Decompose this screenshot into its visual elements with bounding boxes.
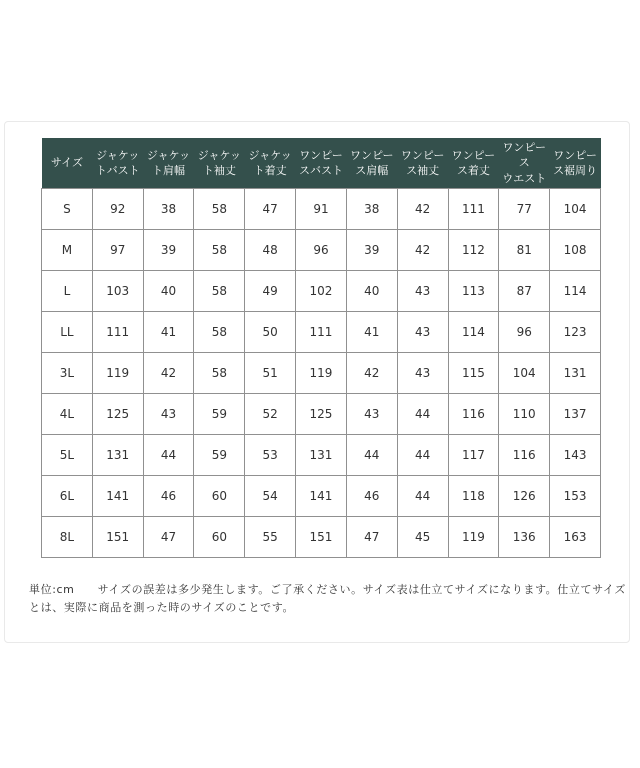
size-table-header — [42, 138, 601, 189]
table-row — [42, 353, 601, 394]
header-label-line: ジャケッ — [248, 148, 292, 162]
size-chart-card — [4, 121, 630, 643]
value-cell: 53 — [245, 435, 296, 476]
value-cell: 136 — [499, 517, 550, 558]
value-cell: 103 — [92, 271, 143, 312]
header-cell — [499, 138, 550, 189]
value-cell: 59 — [194, 394, 245, 435]
header-label-line: ワンピー — [451, 148, 496, 162]
value-cell: 43 — [397, 312, 448, 353]
value-cell: 137 — [550, 394, 601, 435]
header-label-line: ス肩幅 — [355, 164, 389, 178]
value-cell: 38 — [346, 189, 397, 230]
value-cell: 119 — [296, 353, 347, 394]
value-cell: 115 — [448, 353, 499, 394]
value-cell: 81 — [499, 230, 550, 271]
value-cell: 126 — [499, 476, 550, 517]
value-cell: 104 — [499, 353, 550, 394]
value-cell: 87 — [499, 271, 550, 312]
value-cell: 39 — [143, 230, 194, 271]
header-cell-size — [42, 138, 93, 189]
value-cell: 48 — [245, 230, 296, 271]
header-label-line: ワンピース — [502, 141, 546, 170]
header-label-line: トバスト — [95, 164, 140, 178]
value-cell: 45 — [397, 517, 448, 558]
value-cell: 108 — [550, 230, 601, 271]
size-cell: LL — [42, 312, 93, 353]
value-cell: 43 — [346, 394, 397, 435]
header-label-line: ト袖丈 — [202, 164, 236, 178]
value-cell: 117 — [448, 435, 499, 476]
value-cell: 96 — [296, 230, 347, 271]
header-label-line: ワンピー — [400, 148, 445, 162]
value-cell: 47 — [346, 517, 397, 558]
header-label-line: ス着丈 — [456, 164, 490, 178]
value-cell: 46 — [346, 476, 397, 517]
header-label-line: サイズ — [50, 156, 83, 170]
value-cell: 111 — [296, 312, 347, 353]
value-cell: 91 — [296, 189, 347, 230]
header-label-line: ワンピー — [553, 148, 597, 162]
value-cell: 141 — [296, 476, 347, 517]
size-cell: 5L — [42, 435, 93, 476]
header-cell — [194, 138, 245, 189]
value-cell: 50 — [245, 312, 296, 353]
value-cell: 47 — [245, 189, 296, 230]
value-cell: 110 — [499, 394, 550, 435]
value-cell: 46 — [143, 476, 194, 517]
value-cell: 97 — [92, 230, 143, 271]
header-label-line: ウエスト — [502, 171, 547, 185]
header-cell — [143, 138, 194, 189]
value-cell: 43 — [397, 353, 448, 394]
header-label-line: ト肩幅 — [152, 164, 186, 178]
value-cell: 58 — [194, 353, 245, 394]
footer-note-line1: 単位:cm サイズの誤差は多少発生します。ご了承ください。サイズ表は仕立てサイズになります。仕立てサイズ — [29, 583, 626, 596]
value-cell: 47 — [143, 517, 194, 558]
value-cell: 58 — [194, 312, 245, 353]
value-cell: 42 — [346, 353, 397, 394]
value-cell: 58 — [194, 230, 245, 271]
value-cell: 112 — [448, 230, 499, 271]
value-cell: 125 — [92, 394, 143, 435]
value-cell: 39 — [346, 230, 397, 271]
value-cell: 131 — [296, 435, 347, 476]
value-cell: 131 — [550, 353, 601, 394]
header-cell — [397, 138, 448, 189]
value-cell: 163 — [550, 517, 601, 558]
value-cell: 54 — [245, 476, 296, 517]
table-row — [42, 476, 601, 517]
value-cell: 42 — [397, 189, 448, 230]
value-cell: 44 — [397, 435, 448, 476]
table-row — [42, 435, 601, 476]
header-cell — [296, 138, 347, 189]
size-cell: L — [42, 271, 93, 312]
value-cell: 58 — [194, 189, 245, 230]
value-cell: 52 — [245, 394, 296, 435]
value-cell: 40 — [143, 271, 194, 312]
value-cell: 111 — [448, 189, 499, 230]
value-cell: 143 — [550, 435, 601, 476]
header-cell — [245, 138, 296, 189]
table-row — [42, 394, 601, 435]
value-cell: 119 — [92, 353, 143, 394]
value-cell: 58 — [194, 271, 245, 312]
header-cell — [448, 138, 499, 189]
value-cell: 123 — [550, 312, 601, 353]
value-cell: 44 — [397, 394, 448, 435]
size-table-body — [42, 189, 601, 558]
table-row — [42, 312, 601, 353]
value-cell: 114 — [448, 312, 499, 353]
value-cell: 44 — [397, 476, 448, 517]
value-cell: 41 — [346, 312, 397, 353]
value-cell: 131 — [92, 435, 143, 476]
value-cell: 119 — [448, 517, 499, 558]
size-cell: 3L — [42, 353, 93, 394]
value-cell: 38 — [143, 189, 194, 230]
header-cell — [92, 138, 143, 189]
value-cell: 116 — [448, 394, 499, 435]
value-cell: 60 — [194, 476, 245, 517]
value-cell: 114 — [550, 271, 601, 312]
value-cell: 49 — [245, 271, 296, 312]
value-cell: 60 — [194, 517, 245, 558]
value-cell: 92 — [92, 189, 143, 230]
table-row — [42, 271, 601, 312]
value-cell: 41 — [143, 312, 194, 353]
header-cell — [550, 138, 601, 189]
size-cell: 6L — [42, 476, 93, 517]
header-label-line: ジャケッ — [146, 148, 191, 162]
header-label-line: ワンピー — [299, 148, 343, 162]
value-cell: 125 — [296, 394, 347, 435]
value-cell: 77 — [499, 189, 550, 230]
header-label-line: ス裾周り — [553, 164, 598, 178]
table-row — [42, 517, 601, 558]
value-cell: 153 — [550, 476, 601, 517]
value-cell: 104 — [550, 189, 601, 230]
size-cell: S — [42, 189, 93, 230]
size-table — [41, 138, 601, 558]
header-cell — [346, 138, 397, 189]
value-cell: 116 — [499, 435, 550, 476]
value-cell: 118 — [448, 476, 499, 517]
header-label-line: ワンピー — [350, 148, 394, 162]
value-cell: 96 — [499, 312, 550, 353]
footer-note-line2: とは、実際に商品を測った時のサイズのことです。 — [29, 600, 295, 614]
header-row — [42, 138, 601, 189]
value-cell: 44 — [143, 435, 194, 476]
header-label-line: ス袖丈 — [406, 164, 440, 178]
footer-note — [29, 581, 626, 616]
value-cell: 141 — [92, 476, 143, 517]
value-cell: 42 — [143, 353, 194, 394]
header-label-line: スバスト — [298, 164, 343, 178]
value-cell: 59 — [194, 435, 245, 476]
header-label-line: ト着丈 — [253, 164, 287, 178]
value-cell: 111 — [92, 312, 143, 353]
value-cell: 151 — [296, 517, 347, 558]
size-cell: 8L — [42, 517, 93, 558]
header-label-line: ジャケッ — [96, 148, 140, 162]
table-row — [42, 230, 601, 271]
value-cell: 44 — [346, 435, 397, 476]
value-cell: 40 — [346, 271, 397, 312]
value-cell: 151 — [92, 517, 143, 558]
value-cell: 43 — [143, 394, 194, 435]
size-cell: 4L — [42, 394, 93, 435]
value-cell: 102 — [296, 271, 347, 312]
value-cell: 43 — [397, 271, 448, 312]
value-cell: 51 — [245, 353, 296, 394]
value-cell: 55 — [245, 517, 296, 558]
value-cell: 113 — [448, 271, 499, 312]
header-label-line: ジャケッ — [197, 148, 241, 162]
size-cell: M — [42, 230, 93, 271]
value-cell: 42 — [397, 230, 448, 271]
table-row — [42, 189, 601, 230]
